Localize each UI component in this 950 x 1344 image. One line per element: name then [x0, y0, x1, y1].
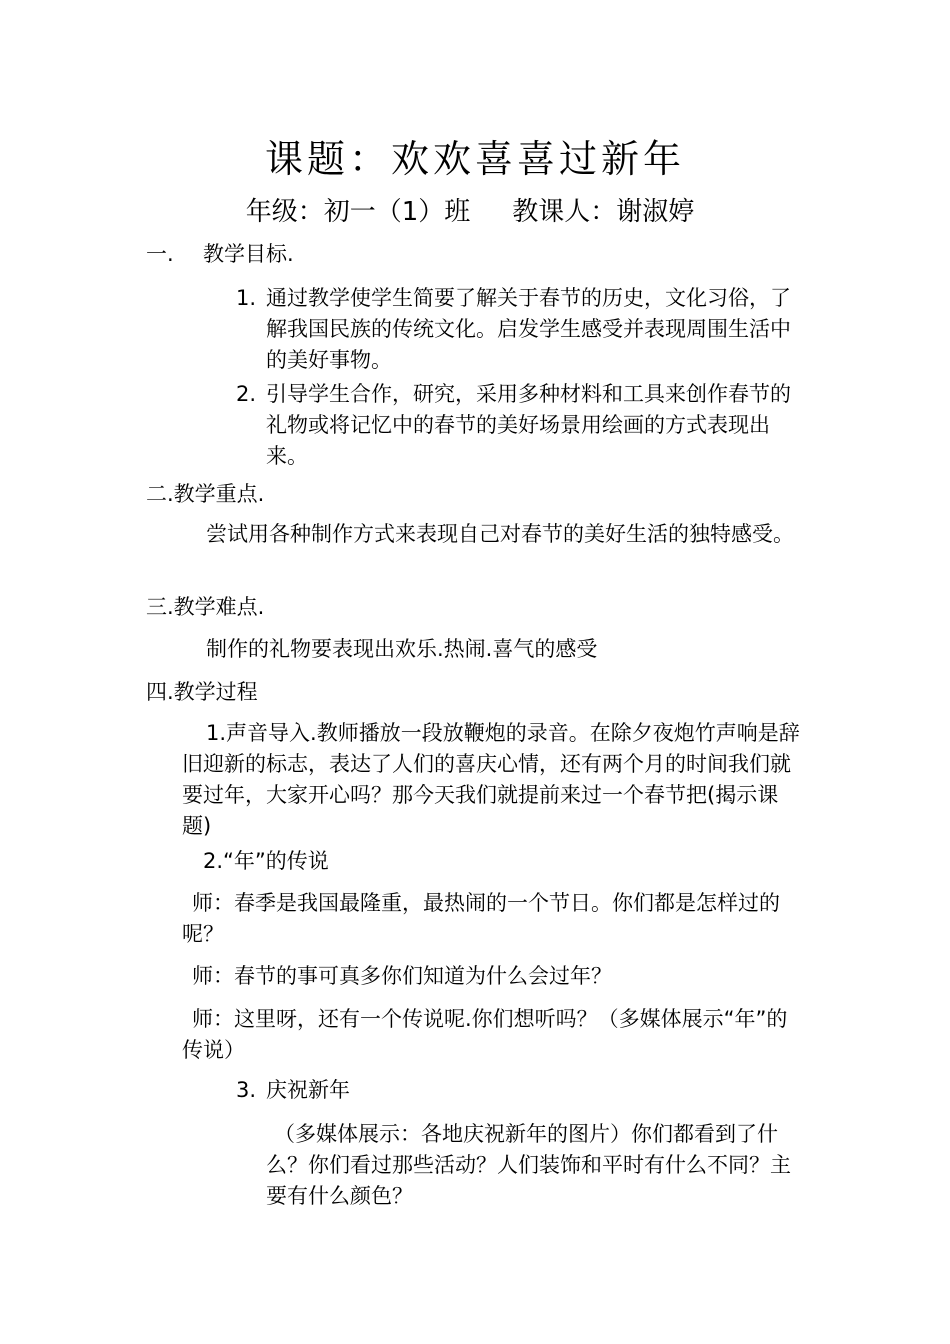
objective-item-2-body: 引导学生合作，研究，采用多种材料和工具来创作春节的礼物或将记忆中的春节的美好场景用绘画的方式表现出来。	[266, 382, 791, 468]
section-objectives-number: 一.	[146, 242, 174, 266]
section-key-points-text: 尝试用各种制作方式来表现自己对春节的美好生活的独特感受。	[206, 522, 794, 546]
process-dialog-2: 师：春节的事可真多你们知道为什么会过年？	[192, 964, 612, 988]
process-step-1: 1.声音导入.教师播放一段放鞭炮的录音。在除夕夜炮竹声响是辞旧迎新的标志，表达了人们的喜庆心情，还有两个月的时间我们就要过年，大家开心吗？那今天我们就提前来过一个春节把(揭示课题)	[182, 721, 800, 838]
process-step-3-number: 3.	[236, 1078, 257, 1102]
subtitle	[0, 191, 940, 228]
process-step-3-text: （多媒体展示：各地庆祝新年的图片）你们都看到了什么？你们看过那些活动？人们装饰和平时有什么不同？主要有什么颜色？	[266, 1122, 791, 1208]
objective-item-2-number: 2.	[236, 382, 257, 406]
process-step-3-title: 庆祝新年	[266, 1078, 350, 1102]
grade-label: 年级：初一（1）班	[245, 197, 471, 227]
process-dialog-1: 师：春季是我国最隆重，最热闹的一个节日。你们都是怎样过的呢？	[182, 891, 780, 946]
teacher-label: 教课人：谢淑婷	[512, 197, 695, 227]
section-objectives-heading: 教学目标.	[203, 242, 294, 266]
objective-item-1-number: 1.	[236, 286, 257, 310]
objective-item-1-body: 通过教学使学生简要了解关于春节的历史，文化习俗，了解我国民族的传统文化。启发学生感受并表现周围生活中的美好事物。	[266, 286, 791, 372]
section-difficulties-text: 制作的礼物要表现出欢乐.热闹.喜气的感受	[206, 637, 598, 661]
objective-item-2-text	[266, 379, 796, 472]
page-title: 课题：欢欢喜喜过新年	[264, 137, 685, 181]
objective-item-1-text	[266, 283, 796, 376]
process-dialog-3: 师：这里呀，还有一个传说呢.你们想听吗？（多媒体展示“年”的传说）	[182, 1007, 788, 1062]
section-difficulties-heading: 三.教学难点.	[146, 595, 265, 619]
section-key-points-heading: 二.教学重点.	[146, 482, 265, 506]
process-step-2-title: 2.“年”的传说	[203, 849, 329, 873]
section-process-heading: 四.教学过程	[146, 680, 258, 704]
